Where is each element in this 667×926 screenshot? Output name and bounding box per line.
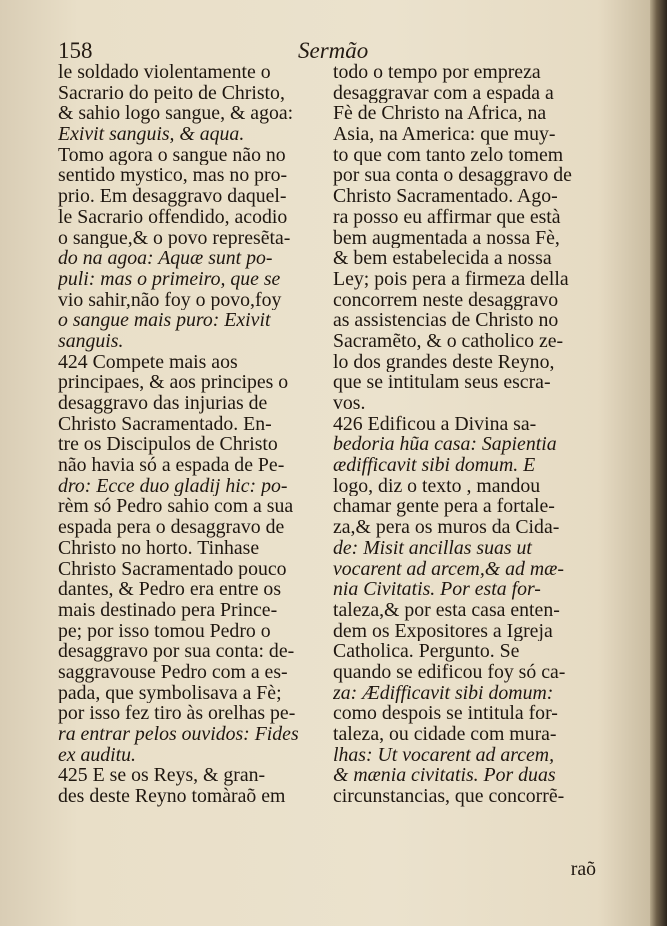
- catchword: raõ: [570, 858, 596, 880]
- text-line: tre os Discipulos de Christo: [58, 434, 278, 456]
- text-line: Ley; pois pera a firmeza della: [333, 268, 569, 290]
- text-line: todo o tempo por empreza: [333, 62, 541, 83]
- page-number: 158: [58, 38, 93, 63]
- text-line: o sangue mais puro: Exivit: [58, 310, 271, 331]
- text-line: chamar gente pera a fortale-: [333, 496, 555, 518]
- text-line: Sacramẽto, & o catholico ze-: [333, 330, 564, 352]
- text-line: & mænia civitatis. Por duas: [333, 765, 556, 787]
- text-line: Christo no horto. Tinhase: [58, 537, 260, 559]
- text-line: sanguis.: [58, 330, 124, 352]
- text-line: dantes, & Pedro era entre os: [58, 579, 282, 600]
- text-line: logo, diz o texto , mandou: [333, 475, 541, 497]
- text-line: Christo Sacramentado. Ago-: [333, 186, 558, 207]
- text-line: vio sahir,não foy o povo,foy: [58, 289, 282, 311]
- text-line: Catholica. Pergunto. Se: [333, 641, 520, 662]
- text-line: Exivit sanguis, & aqua.: [58, 124, 245, 145]
- text-line: bem augmentada a nossa Fè,: [333, 227, 560, 249]
- text-line: quando se edificou foy só ca-: [333, 661, 566, 683]
- text-line: Tomo agora o sangue não no: [58, 144, 286, 166]
- text-line: circunstancias, que concorrẽ-: [333, 786, 565, 807]
- text-line: lhas: Ut vocarent ad arcem,: [333, 744, 555, 766]
- text-line: 424 Compete mais aos: [58, 351, 238, 373]
- text-line: principaes, & aos principes o: [58, 372, 289, 393]
- text-line: pe; por isso tomou Pedro o: [58, 620, 271, 642]
- text-line: ædifficavit sibi domum. E: [333, 455, 536, 476]
- text-line: le Sacrario offendido, acodio: [58, 206, 288, 228]
- text-line: que se intitulam seus escra-: [333, 372, 551, 393]
- text-line: ex auditu.: [58, 744, 137, 766]
- text-line: ra posso eu affirmar que està: [333, 206, 561, 228]
- text-line: desaggravo por sua conta: de-: [58, 641, 295, 662]
- text-line: za,& pera os muros da Cida-: [333, 517, 560, 538]
- text-line: & bem estabelecida a nossa: [333, 248, 552, 269]
- text-line: sentido mystico, mas no pro-: [58, 165, 288, 187]
- text-line: des deste Reyno tomàraõ em: [58, 786, 286, 807]
- text-line: dem os Expositores a Igreja: [333, 620, 553, 642]
- text-line: por sua conta o desaggravo de: [333, 165, 572, 187]
- text-line: por isso fez tiro às orelhas pe-: [58, 703, 296, 724]
- text-line: do na agoa: Aquæ sunt po-: [58, 248, 273, 269]
- text-line: to que com tanto zelo tomem: [333, 144, 564, 166]
- running-head: Sermão: [298, 38, 369, 63]
- text-line: Sacrario do peito de Christo,: [58, 82, 285, 104]
- text-line: dro: Ecce duo gladij hic: po-: [58, 475, 288, 497]
- left-column: [58, 62, 320, 807]
- text-line: Fè de Christo na Africa, na: [333, 103, 547, 125]
- text-line: taleza, ou cidade com mura-: [333, 724, 557, 745]
- text-line: lo dos grandes deste Reyno,: [333, 351, 555, 373]
- text-line: pada, que symbolisava a Fè;: [58, 682, 282, 704]
- text-line: prio. Em desaggravo daquel-: [58, 186, 287, 207]
- text-line: as assistencias de Christo no: [333, 310, 559, 331]
- text-line: nia Civitatis. Por esta for-: [333, 579, 541, 600]
- text-line: 425 E se os Reys, & gran-: [58, 765, 266, 787]
- text-line: & sahio logo sangue, & agoa:: [58, 103, 294, 125]
- text-line: mais destinado pera Prince-: [58, 599, 278, 621]
- text-line: vos.: [333, 393, 366, 414]
- text-line: não havia só a espada de Pe-: [58, 455, 285, 476]
- text-line: desaggravo das injurias de: [58, 393, 268, 414]
- text-line: ra entrar pelos ouvidos: Fides: [58, 724, 299, 745]
- text-line: Asia, na America: que muy-: [333, 124, 556, 145]
- text-line: concorrem neste desaggravo: [333, 289, 559, 311]
- text-line: Christo Sacramentado pouco: [58, 558, 287, 580]
- text-line: como despois se intitula for-: [333, 703, 558, 724]
- text-line: 426 Edificou a Divina sa-: [333, 413, 537, 435]
- text-line: vocarent ad arcem,& ad mæ-: [333, 558, 564, 580]
- text-line: desaggravar com a espada a: [333, 82, 554, 104]
- text-line: puli: mas o primeiro, que se: [58, 268, 281, 290]
- text-line: o sangue,& o povo represẽta-: [58, 227, 291, 249]
- book-binding-edge: [650, 0, 667, 926]
- text-line: saggravouse Pedro com a es-: [58, 661, 288, 683]
- text-line: taleza,& por esta casa enten-: [333, 599, 560, 621]
- text-line: espada pera o desaggravo de: [58, 517, 285, 538]
- text-line: rèm só Pedro sahio com a sua: [58, 496, 294, 518]
- text-line: za: Ædifficavit sibi domum:: [333, 682, 554, 704]
- text-line: de: Misit ancillas suas ut: [333, 537, 532, 559]
- right-column: [333, 62, 597, 807]
- text-line: Christo Sacramentado. En-: [58, 413, 272, 435]
- text-line: bedoria hũa casa: Sapientia: [333, 434, 557, 456]
- text-line: le soldado violentamente o: [58, 62, 271, 83]
